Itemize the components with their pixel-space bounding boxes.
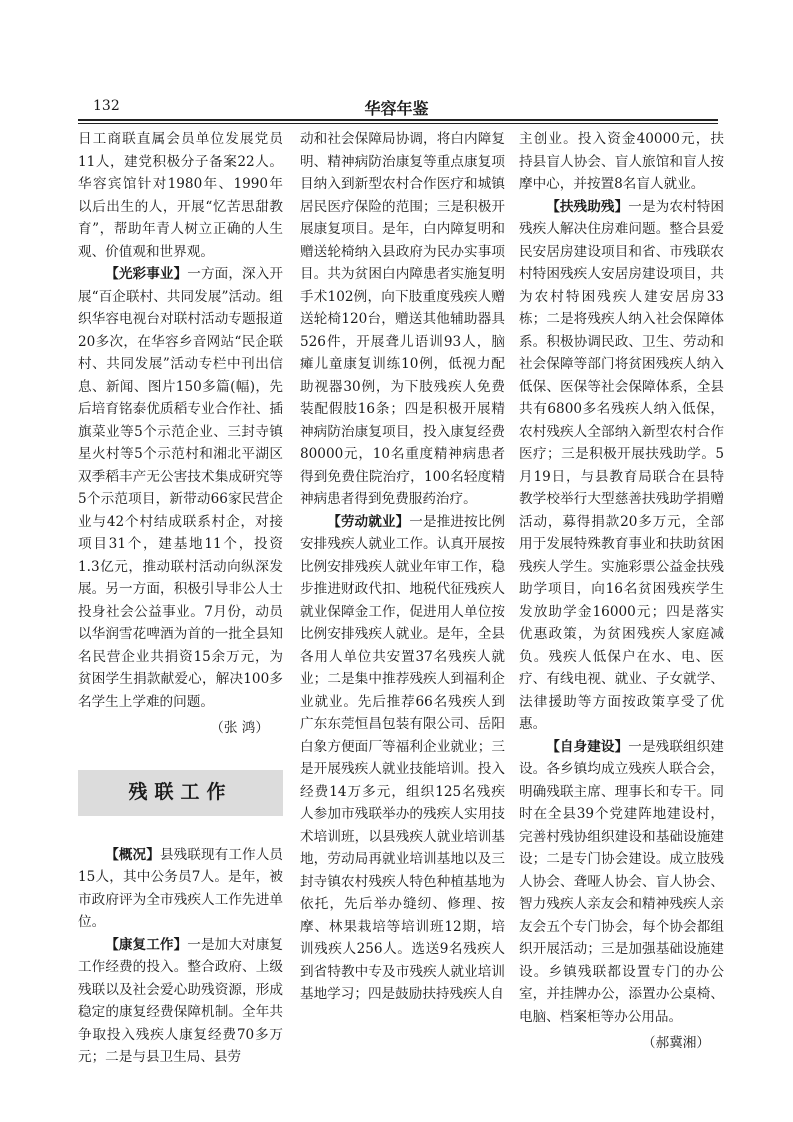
paragraph-kangfu-continued: 动和社会保障局协调，将白内障复明、精神病防治康复等重点康复项目纳入到新型农村合作医疗和城镇居民医疗保险的范围；三是积极开展康复项目。是年，白内障复明和赠送轮椅纳入县政府为民办实事项目。共为贫困白内障患者实施复明手术102例，向下肢重度残疾人赠送轮椅120台，赠送其他辅助器具526件，开展聋儿语训93人，脑瘫儿童康复训练10例，低视力配助视器30例，为下肢残疾人免费装配假肢16条；四是积极开展精神病防治康复项目，投入康复经费80000元，10名重度精神病患者得到免费住院治疗，100名轻度精神病患者得到免费服药治疗。: [300, 131, 505, 507]
author-hao-jixiang: （郝冀湘）: [642, 1035, 710, 1051]
heading-fucan: 【扶残助残】: [546, 198, 629, 215]
heading-guangcai: 【光彩事业】: [105, 266, 188, 282]
heading-gaikuang: 【概况】: [105, 846, 160, 863]
section-header-box: [78, 770, 283, 816]
text-fucan: 一是为农村特困残疾人解决住房难问题。整合县爱民安居房建设项目和省、市残联农村特困残疾人安居房建设项目，共为农村特困残疾人建安居房33栋；二是将残疾人纳入社会保障体系。积极协调民政、卫生、劳动和社会保障等部门将贫困残疾人纳入低保、医保等社会保障体系，全县共有6800多名残疾人纳入低保，农村残疾人全部纳入新型农村合作医疗；三是积极开展扶残助学。5月19日，与县教育局联合在县特教学校举行大型慈善扶残助学捐赠活动，募得捐款20多万元，全部用于发展特殊教育事业和扶助贫困残疾人学生。实施彩票公益金扶残助学项目，向16名贫困残疾学生发放助学金16000元；四是落实优惠政策，为贫困残疾人家庭减负。残疾人低保户在水、电、医疗、有线电视、就业、子女就学、法律援助等方面按政策享受了优惠。: [519, 198, 724, 732]
section-title-canlian: 残联工作: [128, 781, 233, 804]
text-zishen: 一是残联组织建设。各乡镇均成立残疾人联合会，明确残联主席、理事长和专干。同时在全县39个党建阵地建设村，完善村残协组织建设和基础设施建设；二是专门协会建设。成立肢残人协会、聋哑人协会、盲人协会、智力残疾人亲友会和精神残疾人亲友会五个专门协会，每个协会都组织开展活动；三是加强基础设施建设。乡镇残联都设置专门的办公室，并挂牌办公，添置办公桌椅、电脑、档案柜等办公用品。: [519, 738, 724, 1025]
paragraph-laodong-continued: 主创业。投入资金40000元，扶持县盲人协会、盲人旅馆和盲人按摩中心，并按置8名盲人就业。: [519, 131, 724, 192]
text-kangfu: 一是加大对康复工作经费的投入。整合政府、上级残联以及社会爱心助残资源，形成稳定的康复经费保障机制。全年共争取投入残疾人康复经费70多万元；二是与县卫生局、县劳: [78, 936, 283, 1065]
text-laodong: 一是推进按比例安排残疾人就业工作。认真开展按比例安排残疾人就业年审工作，稳步推进财政代扣、地税代征残疾人就业保障金工作，促进用人单位按比例安排残疾人就业。是年，全县各用人单位共安置37名残疾人就业；二是集中推荐残疾人到福利企业就业。先后推荐66名残疾人到广东东莞恒昌包装有限公司、岳阳白象方便面厂等福利企业就业；三是开展残疾人就业技能培训。投入经费14万多元，组织125名残疾人参加市残联举办的残疾人实用技术培训班，以县残疾人就业培训基地，劳动局再就业培训基地以及三封寺镇农村残疾人特色种植基地为依托，先后举办缝纫、修理、按摩、林果栽培等培训班12期，培训残疾人256人。选送9名残疾人到省特教中专及市残疾人就业培训基地学习；四是鼓励扶持残疾人自: [300, 513, 505, 1002]
paragraph-fucan: [519, 196, 724, 736]
heading-kangfu: 【康复工作】: [105, 936, 188, 953]
header-rule-thin: [78, 123, 718, 124]
paragraph-guangcai: [78, 263, 283, 713]
column-3: [519, 128, 724, 1055]
author-zhang-hong: （张 鸿）: [210, 720, 269, 736]
paragraph-gaikuang: [78, 844, 283, 934]
page-number: 132: [93, 98, 120, 114]
heading-zishen: 【自身建设】: [546, 738, 629, 755]
text-guangcai: 一方面，深入开展“百企联村、共同发展”活动。组织华容电视台对联村活动专题报道20多次，在华容乡音网站“民企联村、共同发展”活动专栏中刊出信息、新闻、图片150多篇(幅)，先后培育铭泰优质稻专业合作社、插旗菜业等5个示范企业、三封寺镇星火村等5个示范村和湘北平湖区双季稻丰产无公害技术集成研究等5个示范项目，新带动66家民营企业与42个村结成联系村企，对接项目31个，建基地11个，投资1.3亿元，推动联村活动向纵深发展。另一方面，积极引导非公人士投身社会公益事业。7月份，动员以华润雪花啤酒为首的一批全县知名民营企业共捐资15余万元，为贫困学生捐款献爱心，解决100多名学生上学难的问题。: [78, 266, 283, 710]
paragraph-zishen: [519, 736, 724, 1029]
paragraph-laodong: [300, 511, 505, 1006]
text-gaikuang: 县残联现有工作人员15人，其中公务员7人。是年，被市政府评为全市残疾人工作先进单位。: [78, 846, 284, 930]
paragraph-party-building: 日工商联直属会员单位发展党员11人，建党积极分子备案22人。华容宾馆针对1980年、1990年以后出生的人，开展“忆苦思甜教育”，帮助年青人树立正确的人生观、价值观和世界观。: [78, 131, 283, 260]
column-2: [300, 128, 505, 1006]
heading-laodong: 【劳动就业】: [327, 513, 410, 530]
column-1: [78, 128, 283, 1069]
running-header-title: 华容年鉴: [364, 99, 429, 118]
paragraph-kangfu: [78, 934, 283, 1069]
header-rule-thick: [78, 119, 718, 121]
